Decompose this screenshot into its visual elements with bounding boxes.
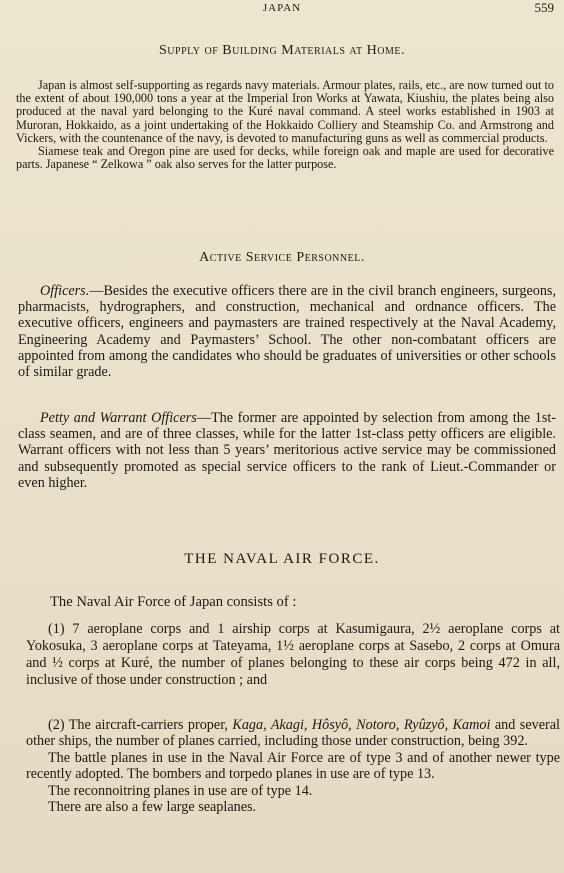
- petty-officers-label: Petty and Warrant Officers: [40, 410, 197, 426]
- supply-paragraph-1: Japan is almost self-supporting as regards navy materials. Armour plates, rails, etc., are now turned out to the extent of about 190,000 tons a year at the Imperial Iron Works at Yawata, Kiushiu, the plates being also produced at the naval yard belonging to the Kuré naval command. A steel works established in 1903 at Muroran, Hokkaido, as a joint undertaking of the Hokkaido Colliery and Steamship Co. and Armstrong and Vickers, with the countenance of the navy, is devoted to manufacturing guns as well as commercial products.: [16, 78, 554, 145]
- air-force-item-1: (1) 7 aeroplane corps and 1 airship corps at Kasumigaura, 2½ aeroplane corps at Yokosuka, 3 aeroplane corps at Tateyama, 1½ aeroplane corps at Sasebo, 2 corps at Omura and ½ corps at Kuré, the number of planes belonging to these air corps being 472 in all, inclusive of those under construction ; and: [26, 621, 560, 688]
- officers-label: Officers.: [40, 283, 90, 299]
- supply-paragraph-2: Siamese teak and Oregon pine are used for decks, while foreign oak and maple are used for decorative parts. Japanese “ Zelkowa ” oak also serves for the latter purpose.: [16, 144, 554, 172]
- supply-section: [16, 79, 554, 171]
- petty-officers-paragraph: [18, 410, 556, 491]
- running-head-title: JAPAN: [262, 2, 302, 14]
- personnel-heading: Active Service Personnel.: [199, 250, 365, 265]
- running-head: [0, 0, 564, 18]
- officers-text: —Besides the executive officers there are in the civil branch engineers, surgeons, pharmacists, hydrographers, and construction, mechanical and ordnance officers. The executive officers, engineers and paymasters are trained respectively at the Naval Academy, Engineering Academy and Paymasters’ School. The other non-combatant officers are appointed from among the candidates who should be graduates of universities or other schools of similar grade.: [18, 283, 556, 381]
- air-force-heading: THE NAVAL AIR FORCE.: [184, 551, 380, 567]
- item-2-intro: (2) The aircraft-carriers proper,: [48, 717, 233, 733]
- supply-heading: Supply of Building Materials at Home.: [159, 43, 405, 58]
- petty-officers-text: —The former are appointed by selection from among the 1st-class seamen, and are of three classes, while for the latter 1st-class petty officers are eligible. Warrant officers with not less than 5 years’ meritorious active service may be commissioned and subsequently promoted as special service officers to the rank of Lieut.-Commander or even higher.: [18, 410, 557, 491]
- item-2-rest: and several other ships, the number of planes carried, including those under construction, being 392.: [26, 717, 560, 750]
- air-force-details: [26, 717, 560, 815]
- page-number: 559: [534, 0, 554, 15]
- battle-planes-paragraph: The battle planes in use in the Naval Air Force are of type 3 and of another newer type recently adopted. The bombers and torpedo planes in use are of type 13.: [26, 749, 560, 783]
- air-force-item-2: [26, 717, 560, 750]
- air-force-intro: The Naval Air Force of Japan consists of :: [50, 594, 297, 610]
- officers-paragraph: [18, 283, 556, 380]
- seaplanes-paragraph: There are also a few large seaplanes.: [48, 799, 257, 816]
- reconnoitring-paragraph: The reconnoitring planes in use are of type 14.: [48, 782, 313, 799]
- aircraft-carrier-names: Kaga, Akagi, Hôsyô, Notoro, Ryûzyô, Kamoi: [232, 717, 491, 733]
